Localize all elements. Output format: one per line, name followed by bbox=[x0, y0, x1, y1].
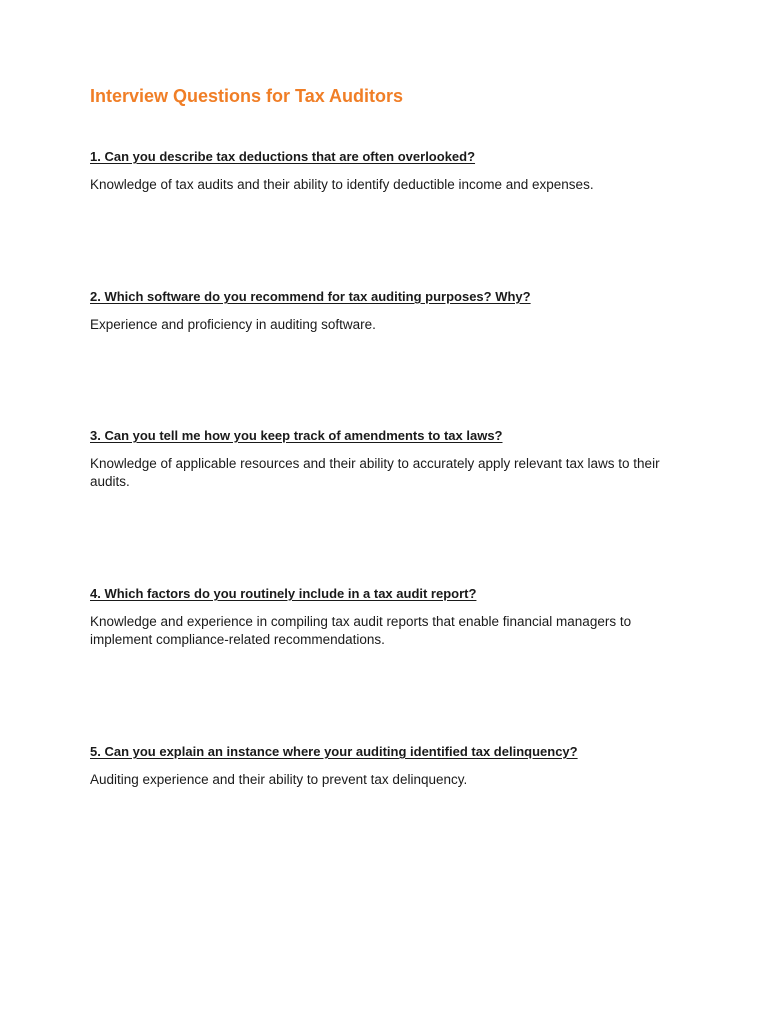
answer-2: Experience and proficiency in auditing software. bbox=[90, 317, 376, 332]
question-block-3 bbox=[90, 428, 690, 491]
answer-1: Knowledge of tax audits and their ability to identify deductible income and expenses. bbox=[90, 177, 594, 192]
question-2: 2. Which software do you recommend for tax auditing purposes? Why? bbox=[90, 289, 531, 304]
question-block-5 bbox=[90, 744, 690, 789]
answer-3: Knowledge of applicable resources and their ability to accurately apply relevant tax laws to their audits. bbox=[90, 456, 660, 489]
document-title: Interview Questions for Tax Auditors bbox=[90, 86, 404, 106]
question-4: 4. Which factors do you routinely include in a tax audit report? bbox=[90, 586, 477, 601]
question-5: 5. Can you explain an instance where your auditing identified tax delinquency? bbox=[90, 744, 578, 759]
question-block-2 bbox=[90, 289, 690, 334]
question-3: 3. Can you tell me how you keep track of amendments to tax laws? bbox=[90, 428, 503, 443]
answer-4: Knowledge and experience in compiling tax audit reports that enable financial managers to implement compliance-related recommendations. bbox=[90, 614, 632, 647]
question-block-4 bbox=[90, 586, 690, 649]
question-1: 1. Can you describe tax deductions that are often overlooked? bbox=[90, 149, 476, 164]
answer-5: Auditing experience and their ability to prevent tax delinquency. bbox=[90, 772, 468, 787]
question-block-1 bbox=[90, 149, 690, 194]
